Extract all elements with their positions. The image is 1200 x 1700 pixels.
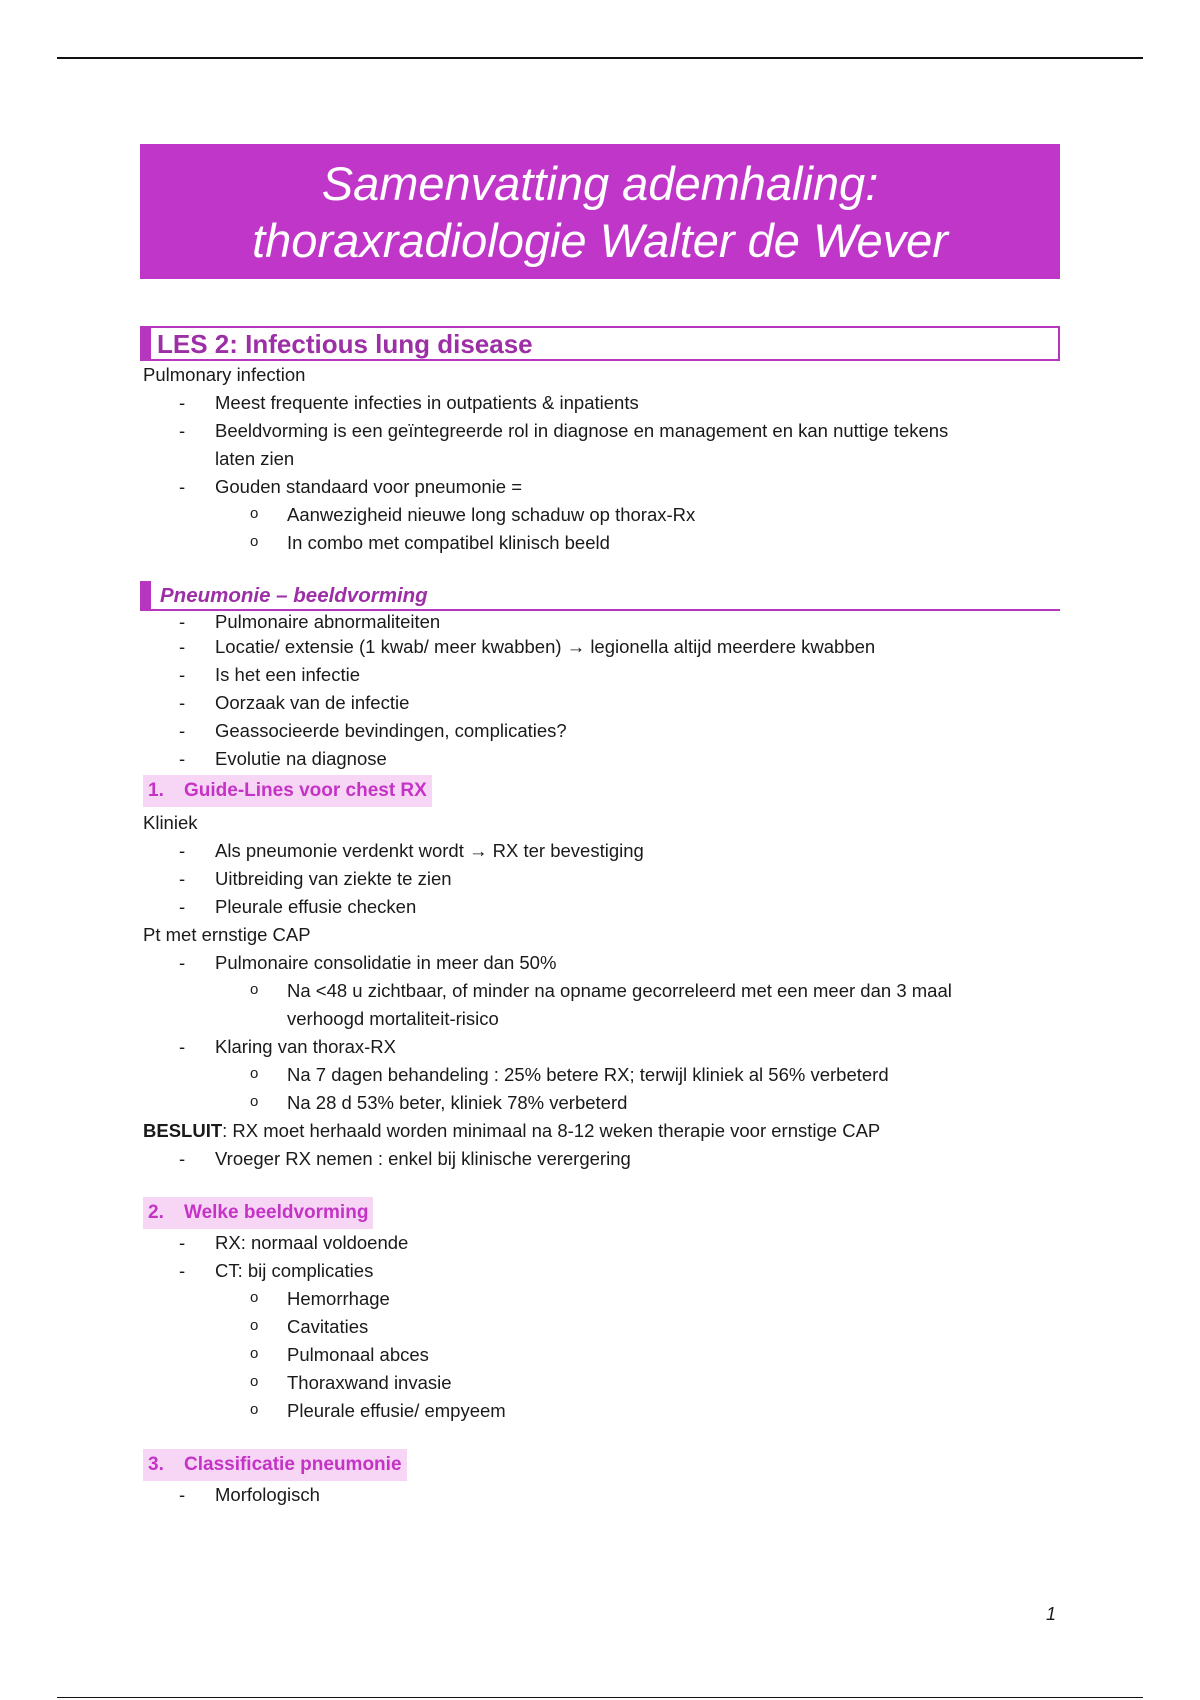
les-heading: LES 2: Infectious lung disease bbox=[140, 326, 1060, 361]
sub-list-item: o Na 7 dagen behandeling : 25% betere RX; terwijl kliniek al 56% verbeterd bbox=[143, 1061, 1073, 1089]
list-item: - Gouden standaard voor pneumonie = bbox=[143, 473, 1073, 501]
besluit-text: : RX moet herhaald worden minimaal na 8-12 weken therapie voor ernstige CAP bbox=[222, 1120, 881, 1141]
subsection-heading-1: 1. Guide-Lines voor chest RX bbox=[143, 775, 432, 807]
list-item: - Oorzaak van de infectie bbox=[143, 689, 1073, 717]
sub-list-item: o In combo met compatibel klinisch beeld bbox=[143, 529, 1073, 557]
header-rule bbox=[57, 57, 1143, 59]
sub-list-item: o Aanwezigheid nieuwe long schaduw op thorax-Rx bbox=[143, 501, 1073, 529]
subsection-heading-2: 2. Welke beeldvorming bbox=[143, 1197, 373, 1229]
list-item-continuation: laten zien bbox=[215, 448, 295, 469]
list-item: - Pulmonaire consolidatie in meer dan 50% bbox=[143, 949, 1073, 977]
sub-list-item: o Pleurale effusie/ empyeem bbox=[143, 1397, 1073, 1425]
intro-heading: Pulmonary infection bbox=[143, 364, 306, 385]
document-body bbox=[143, 326, 1073, 1509]
list-item: - Pulmonaire abnormaliteiten bbox=[143, 611, 1073, 633]
sub-list-item: o Cavitaties bbox=[143, 1313, 1073, 1341]
title-line-1: Samenvatting ademhaling: bbox=[321, 156, 879, 210]
list-item: - Geassocieerde bevindingen, complicaties? bbox=[143, 717, 1073, 745]
cap-heading: Pt met ernstige CAP bbox=[143, 924, 311, 945]
list-item: - Morfologisch bbox=[143, 1481, 1073, 1509]
besluit-paragraph bbox=[143, 1117, 1073, 1145]
page-number: 1 bbox=[1046, 1604, 1057, 1624]
list-item: - Meest frequente infecties in outpatients & inpatients bbox=[143, 389, 1073, 417]
list-item: - Klaring van thorax-RX bbox=[143, 1033, 1073, 1061]
subsection-heading-3: 3. Classificatie pneumonie bbox=[143, 1449, 407, 1481]
sub-list-item: o Hemorrhage bbox=[143, 1285, 1073, 1313]
list-item: - CT: bij complicaties bbox=[143, 1257, 1073, 1285]
list-item: - Uitbreiding van ziekte te zien bbox=[143, 865, 1073, 893]
list-item: - Pleurale effusie checken bbox=[143, 893, 1073, 921]
sub-list-item-continuation: verhoogd mortaliteit-risico bbox=[287, 1008, 499, 1029]
document-title-banner bbox=[140, 144, 1060, 279]
besluit-label: BESLUIT bbox=[143, 1120, 223, 1141]
list-item: - Beeldvorming is een geïntegreerde rol in diagnose en management en kan nuttige tekens bbox=[143, 417, 1073, 445]
sub-list-item: o Pulmonaal abces bbox=[143, 1341, 1073, 1369]
footer-rule bbox=[57, 1697, 1143, 1698]
sub-list-item: o Na <48 u zichtbaar, of minder na opname gecorreleerd met een meer dan 3 maal bbox=[143, 977, 1073, 1005]
list-item: - Evolutie na diagnose bbox=[143, 745, 1073, 773]
section-heading: Pneumonie – beeldvorming bbox=[140, 581, 1060, 611]
kliniek-heading: Kliniek bbox=[143, 812, 198, 833]
sub-list-item: o Na 28 d 53% beter, kliniek 78% verbeterd bbox=[143, 1089, 1073, 1117]
title-line-2: thoraxradiologie Walter de Wever bbox=[252, 213, 948, 267]
list-item: - Locatie/ extensie (1 kwab/ meer kwabben) → legionella altijd meerdere kwabben bbox=[143, 633, 1073, 661]
list-item: - Als pneumonie verdenkt wordt → RX ter bevestiging bbox=[143, 837, 1073, 865]
sub-list-item: o Thoraxwand invasie bbox=[143, 1369, 1073, 1397]
list-item: - Vroeger RX nemen : enkel bij klinische verergering bbox=[143, 1145, 1073, 1173]
list-item: - RX: normaal voldoende bbox=[143, 1229, 1073, 1257]
list-item: - Is het een infectie bbox=[143, 661, 1073, 689]
